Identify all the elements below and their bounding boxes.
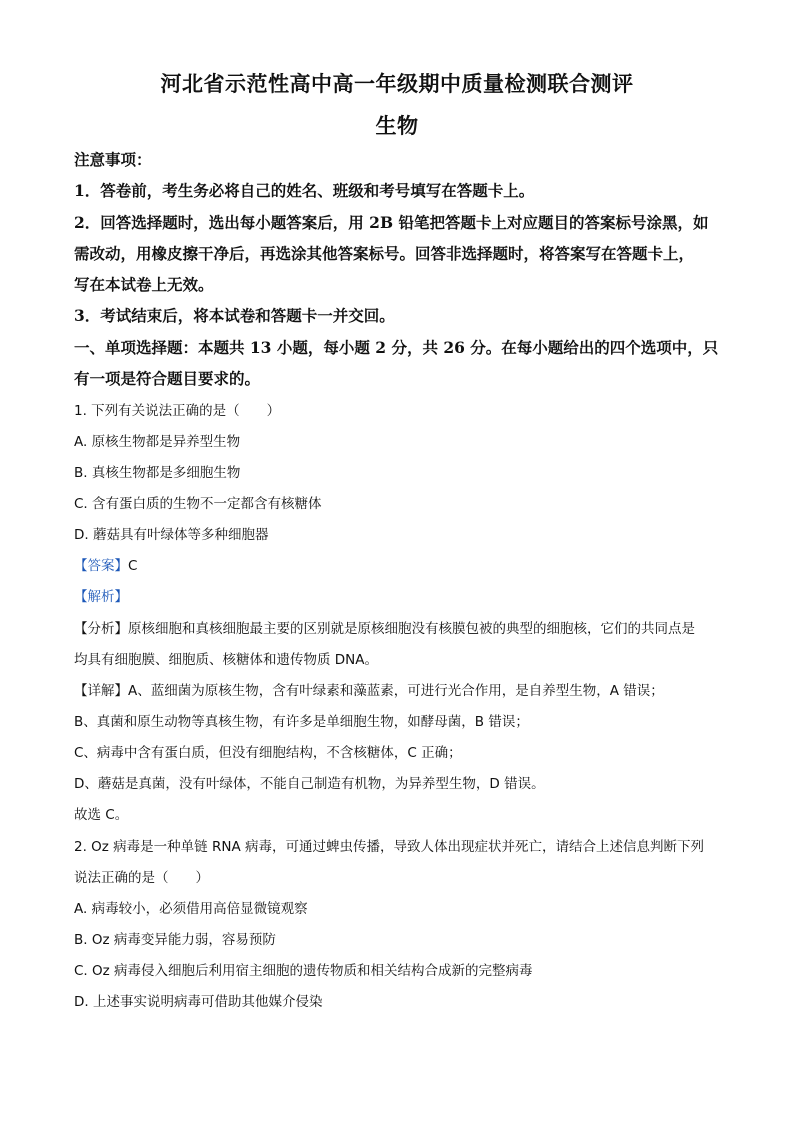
subject-title: 生物 — [375, 113, 419, 138]
q1-conclusion: 故选 C。 — [74, 807, 129, 823]
q2-stem-line-1: 2. Oz 病毒是一种单链 RNA 病毒，可通过蜱虫传播，导致人体出现症状并死亡，请结合上述信息判断下列 — [74, 839, 704, 855]
notice-item-2-line-2: 需改动，用橡皮擦干净后，再选涂其他答案标号。回答非选择题时，将答案写在答题卡上， — [74, 244, 695, 263]
q1-xiangjie-b: B、真菌和原生动物等真核生物，有许多是单细胞生物，如酵母菌，B 错误； — [74, 714, 529, 730]
q1-analysis-heading — [74, 587, 734, 607]
xiangjie-text-a: A、蓝细菌为原核生物，含有叶绿素和藻蓝素，可进行光合作用，是自养型生物，A 错误； — [128, 683, 664, 699]
q1-xiangjie-c: C、病毒中含有蛋白质，但没有细胞结构，不含核糖体，C 正确； — [74, 745, 462, 761]
q1-stem: 1. 下列有关说法正确的是（ ） — [74, 403, 281, 419]
q1-option-d: D. 蘑菇具有叶绿体等多种细胞器 — [74, 527, 269, 543]
q2-stem-line-2: 说法正确的是（ ） — [74, 870, 209, 886]
answer-value: C — [128, 558, 138, 574]
section-1-heading-line-1: 一、单项选择题：本题共 13 小题，每小题 2 分，共 26 分。在每小题给出的四个选项中，只 — [74, 338, 719, 357]
notice-item-2-line-1: 2．回答选择题时，选出每小题答案后，用 2B 铅笔把答题卡上对应题目的答案标号涂黑，如 — [74, 213, 709, 232]
analysis-tag: 【解析】 — [74, 589, 128, 605]
q1-xiangjie-a — [74, 681, 734, 701]
q1-option-b: B. 真核生物都是多细胞生物 — [74, 465, 241, 481]
notice-item-1: 1．答卷前，考生务必将自己的姓名、班级和考号填写在答题卡上。 — [74, 181, 535, 200]
notice-heading: 注意事项： — [74, 150, 152, 169]
q2-option-b: B. Oz 病毒变异能力弱，容易预防 — [74, 932, 276, 948]
q2-option-a: A. 病毒较小，必须借用高倍显微镜观察 — [74, 901, 308, 917]
q1-fenxi-line-2: 均具有细胞膜、细胞质、核糖体和遗传物质 DNA。 — [74, 652, 379, 668]
answer-tag: 【答案】 — [74, 558, 128, 574]
q1-xiangjie-d: D、蘑菇是真菌，没有叶绿体，不能自己制造有机物，为异养型生物，D 错误。 — [74, 776, 545, 792]
q1-fenxi-line-1 — [74, 619, 734, 639]
exam-title: 河北省示范性高中高一年级期中质量检测联合测评 — [160, 71, 634, 96]
notice-item-2-line-3: 写在本试卷上无效。 — [74, 275, 214, 294]
fenxi-tag: 【分析】 — [74, 621, 128, 637]
section-1-heading-line-2: 有一项是符合题目要求的。 — [74, 369, 261, 388]
xiangjie-tag: 【详解】 — [74, 683, 128, 699]
notice-item-3: 3．考试结束后，将本试卷和答题卡一并交回。 — [74, 306, 395, 325]
q2-option-d: D. 上述事实说明病毒可借助其他媒介侵染 — [74, 994, 323, 1010]
q1-option-c: C. 含有蛋白质的生物不一定都含有核糖体 — [74, 496, 322, 512]
q2-option-c: C. Oz 病毒侵入细胞后利用宿主细胞的遗传物质和相关结构合成新的完整病毒 — [74, 963, 533, 979]
q1-option-a: A. 原核生物都是异养型生物 — [74, 434, 241, 450]
q1-answer — [74, 556, 734, 576]
fenxi-text-1: 原核细胞和真核细胞最主要的区别就是原核细胞没有核膜包被的典型的细胞核，它们的共同点是 — [128, 621, 695, 637]
